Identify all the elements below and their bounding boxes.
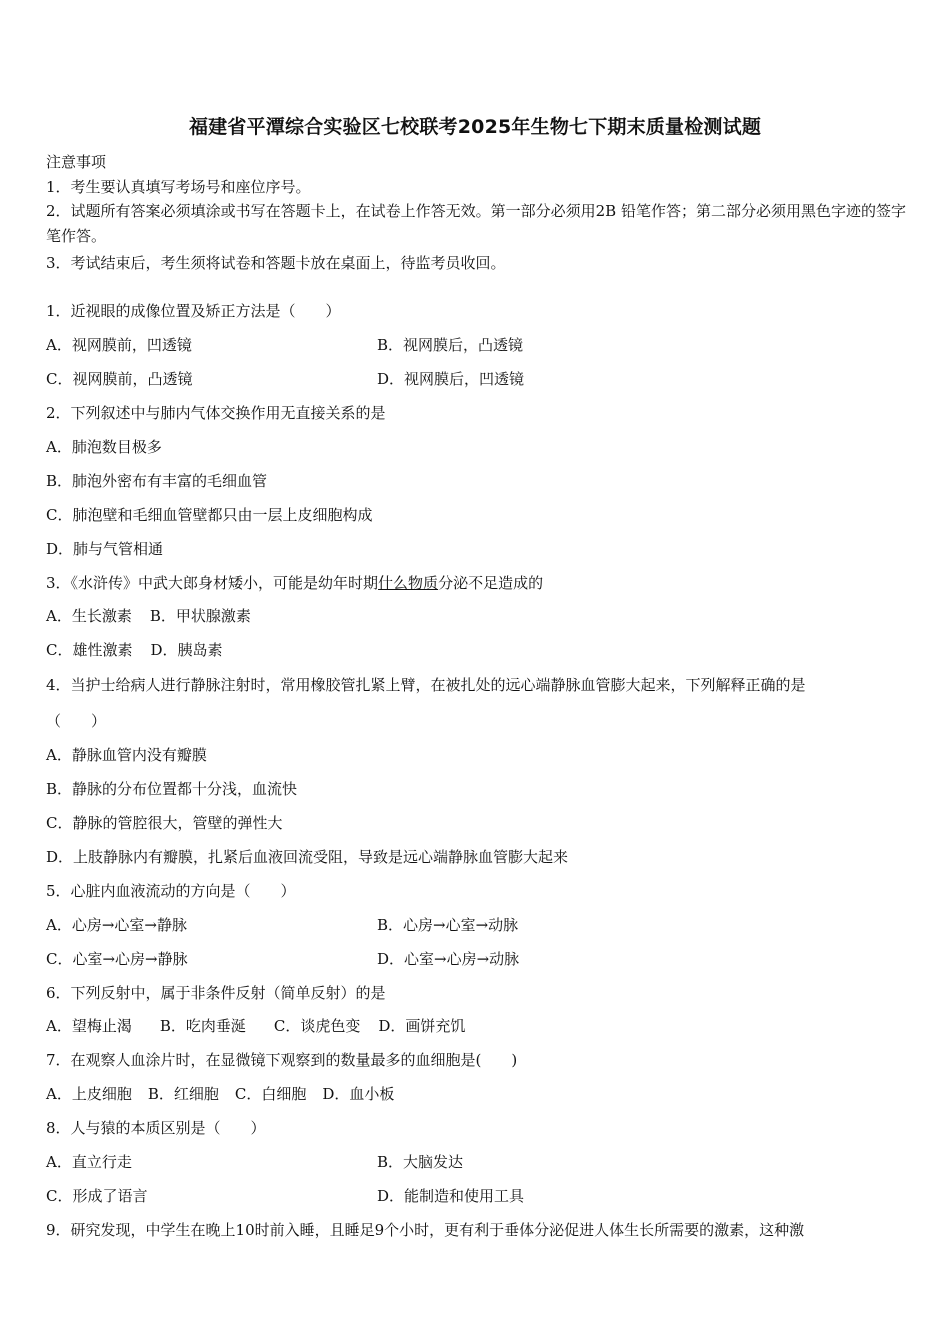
question-stem-text: 3．《水浒传》中武大郎身材矮小，可能是幼年时期 xyxy=(46,574,379,592)
question-stem: 1．近视眼的成像位置及矫正方法是（ ） xyxy=(46,302,341,320)
option: A．生长激素 xyxy=(46,607,132,625)
question-stem: 9．研究发现，中学生在晚上10时前入睡，且睡足9个小时，更有利于垂体分泌促进人体生长所需要的激素，这种激 xyxy=(46,1221,805,1239)
notice-item: 1．考生要认真填写考场号和座位序号。 xyxy=(46,178,311,196)
option: C．雄性激素 xyxy=(46,641,133,659)
option: D．画饼充饥 xyxy=(378,1017,466,1035)
option: B．心房→心室→动脉 xyxy=(377,916,519,934)
option: A．望梅止渴 xyxy=(46,1017,132,1035)
option: C．白细胞 xyxy=(234,1085,307,1103)
option: C．形成了语言 xyxy=(46,1187,148,1205)
question-stem: 2．下列叙述中与肺内气体交换作用无直接关系的是 xyxy=(46,404,386,422)
notice-item: 2．试题所有答案必须填涂或书写在答题卡上，在试卷上作答无效。第一部分必须用2B 铅笔作答；第二部分必须用黑色字迹的签字笔作答。 xyxy=(46,202,906,245)
option: B．肺泡外密布有丰富的毛细血管 xyxy=(46,472,268,490)
option: D．能制造和使用工具 xyxy=(377,1187,525,1205)
question-stem xyxy=(46,573,543,593)
option: B．静脉的分布位置都十分浅，血流快 xyxy=(46,780,298,798)
exam-title: 福建省平潭综合实验区七校联考2025年生物七下期末质量检测试题 xyxy=(188,116,762,138)
question-stem: 6．下列反射中，属于非条件反射（简单反射）的是 xyxy=(46,984,386,1002)
option: C．肺泡壁和毛细血管壁都只由一层上皮细胞构成 xyxy=(46,506,373,524)
option: C．视网膜前，凸透镜 xyxy=(46,370,193,388)
option: A．静脉血管内没有瓣膜 xyxy=(46,746,207,764)
question-stem: 7．在观察人血涂片时，在显微镜下观察到的数量最多的血细胞是( ) xyxy=(46,1051,518,1069)
option: D．胰岛素 xyxy=(150,641,223,659)
option: A．上皮细胞 xyxy=(46,1085,132,1103)
option: B．大脑发达 xyxy=(377,1153,464,1171)
option: D．上肢静脉内有瓣膜，扎紧后血液回流受阻，导致是远心端静脉血管膨大起来 xyxy=(46,848,569,866)
notice-heading: 注意事项 xyxy=(46,153,107,171)
option: A．视网膜前，凹透镜 xyxy=(46,336,192,354)
option: D．视网膜后，凹透镜 xyxy=(377,370,525,388)
option: D．肺与气管相通 xyxy=(46,540,164,558)
option: B．吃肉垂涎 xyxy=(159,1017,246,1035)
question-stem: 4．当护士给病人进行静脉注射时，常用橡胶管扎紧上臂，在被扎处的远心端静脉血管膨大起来，下列解释正确的是 xyxy=(46,676,806,694)
option-row xyxy=(46,640,223,660)
question-stem: 8．人与猿的本质区别是（ ） xyxy=(46,1119,266,1137)
option: A．直立行走 xyxy=(46,1153,132,1171)
option: A．肺泡数目极多 xyxy=(46,438,162,456)
notice-item: 3．考试结束后，考生须将试卷和答题卡放在桌面上，待监考员收回。 xyxy=(46,254,506,272)
option: D．心室→心房→动脉 xyxy=(377,950,520,968)
option: A．心房→心室→静脉 xyxy=(46,916,187,934)
option: B．视网膜后，凸透镜 xyxy=(377,336,524,354)
option-row xyxy=(46,1016,465,1036)
question-stem: 5．心脏内血液流动的方向是（ ） xyxy=(46,882,296,900)
option: C．静脉的管腔很大，管壁的弹性大 xyxy=(46,814,283,832)
option: B．红细胞 xyxy=(147,1085,219,1103)
option-row xyxy=(46,1084,394,1104)
option: B．甲状腺激素 xyxy=(149,607,251,625)
question-stem-underlined: 什么物质 xyxy=(378,574,439,592)
question-stem: （ ） xyxy=(46,712,107,730)
option: D．血小板 xyxy=(322,1085,395,1103)
option-row xyxy=(46,606,251,626)
option: C．谈虎色变 xyxy=(273,1017,361,1035)
option: C．心室→心房→静脉 xyxy=(46,950,188,968)
question-stem-text: 分泌不足造成的 xyxy=(438,574,544,592)
